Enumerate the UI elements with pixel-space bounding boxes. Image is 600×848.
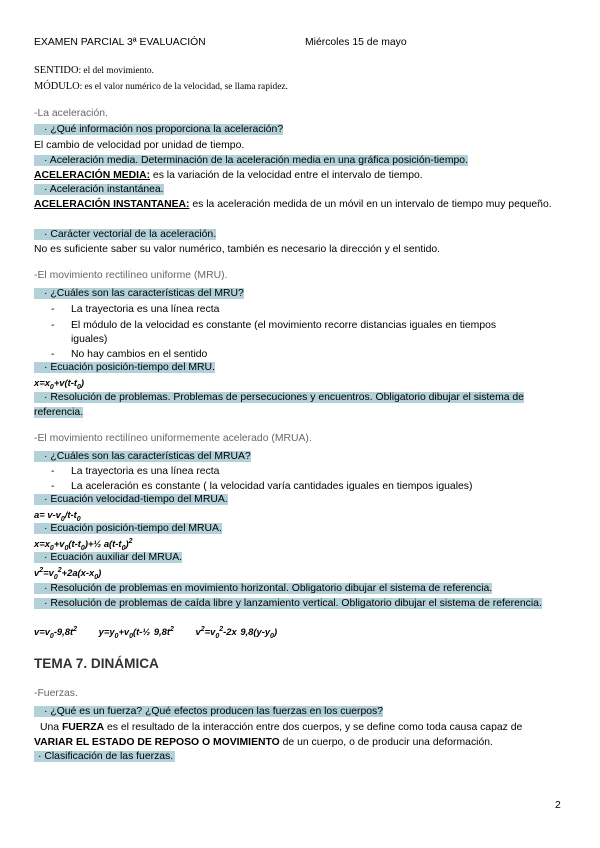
question-que-es-fuerza: · ¿Qué es un fuerza? ¿Qué efectos producen las fuerzas en los cuerpos? [34, 706, 383, 717]
formula-auxiliar-mrua: $v^2=v_0^2+2a(x-x_0)$ [34, 567, 102, 581]
section-heading-fuerzas: -Fuerzas. [34, 688, 78, 699]
question-problemas-mru: · Resolución de problemas. Problemas de persecuciones y encuentros. Obligatorio dibujar el sistema de referencia. [34, 392, 524, 418]
def-modulo-text: : es el valor numérico de la velocidad, se llama rapidez. [79, 82, 288, 92]
def-sentido [34, 65, 154, 76]
question-ecuacion-velocidad-mrua: · Ecuación velocidad-tiempo del MRUA. [34, 494, 228, 505]
header-date: Miércoles 15 de mayo [305, 37, 407, 48]
tema-7-title: TEMA 7. DINÁMICA [34, 656, 159, 671]
def-aceleracion-instantanea-term: ACELERACIÓN INSTANTANEA: [34, 199, 190, 210]
question-aceleracion-instantanea: · Aceleración instantánea. [34, 184, 164, 195]
question-caida-libre: · Resolución de problemas de caída libre y lanzamiento vertical. Obligatorio dibujar el sistema de referencia. [34, 596, 564, 611]
question-ecuacion-auxiliar-mrua: · Ecuación auxiliar del MRUA. [34, 552, 182, 563]
question-caracteristicas-mru: · ¿Cuáles son las características del MRU? [34, 288, 244, 299]
question-info-aceleracion: · ¿Qué información nos proporciona la aceleración? [34, 124, 283, 135]
section-heading-mrua: -El movimiento rectilíneo uniformemente acelerado (MRUA). [34, 433, 312, 444]
question-ecuacion-posicion-mrua: · Ecuación posición-tiempo del MRUA. [34, 523, 222, 534]
def-sentido-text: : el del movimiento. [78, 66, 154, 76]
question-ecuacion-mru: · Ecuación posición-tiempo del MRU. [34, 362, 215, 373]
answer-info-aceleracion: El cambio de velocidad por unidad de tiempo. [34, 140, 245, 151]
question-caracter-vectorial: · Carácter vectorial de la aceleración. [34, 229, 216, 240]
question-movimiento-horizontal: · Resolución de problemas en movimiento horizontal. Obligatorio dibujar el sistema de referencia. [34, 583, 492, 594]
answer-caracter-vectorial: No es suficiente saber su valor numérico, también es necesario la dirección y el sentido. [34, 244, 441, 255]
formula-mru: $x=x_0+v(t-t_0)$ [34, 377, 85, 391]
section-heading-mru: -El movimiento rectilíneo uniforme (MRU). [34, 270, 228, 281]
def-modulo-term: MÓDULO [34, 81, 80, 92]
answer-que-es-fuerza: Una FUERZA es el resultado de la interacción entre dos cuerpos, y se define como toda causa capaz de VARIAR EL ESTADO DE REPOSO O MOVIMIENTO de un cuerpo, o de producir una deformación. [34, 722, 523, 748]
header-title: EXAMEN PARCIAL 3ª EVALUACIÓN [34, 37, 206, 48]
def-modulo [34, 81, 288, 92]
formula-posicion-mrua: $x=x_0+v_0(t-t_0)+\frac{1}{2}$ $a(t-t_0)^2$ [34, 538, 133, 552]
question-aceleracion-media: · Aceleración media. Determinación de la aceleración media en una gráfica posición-tiempo. [34, 155, 468, 166]
document-page: EXAMEN PARCIAL 3ª EVALUACIÓN Miércoles 15 de mayo SENTIDO: el del movimiento. MÓDULO: es el valor numérico de la velocidad, se llama rapidez. -La aceleración. · ¿Qué información nos proporciona la aceleración? El cambio de velocidad por unidad de tiempo. · Aceleración media. Determinación de la aceleración media en una gráfica posición-tiempo. ACELERACIÓN MEDIA: es la variación de la velocidad entre el intervalo de tiempo. · Aceleración instantánea. ACELERACIÓN INSTANTANEA: es la aceleración medida de un móvil en un intervalo de tiempo muy pequeño. · Carácter vectorial de la aceleración. No es suficiente saber su valor numérico, también es necesario la dirección y el sentido. -El movimiento rectilíneo uniforme (MRU). · ¿Cuáles son las características del MRU? - La trayectoria es una línea recta - El módulo de la velocidad es constante (el movimiento recorre distancias iguales en tiempos iguales) - No hay cambios en el sentido · Ecuación posición-tiempo del MRU. $x=x_0+v(t-t_0)$ · Resolución de problemas. Problemas de persecuciones y encuentros. Obligatorio dibujar el sistema de referencia. -El movimiento rectilíneo uniformemente acelerado (MRUA). · ¿Cuáles son las características del MRUA? - La trayectoria es una línea recta - La aceleración es constante ( la velocidad varía cantidades iguales en tiempos iguales) · Ecuación velocidad-tiempo del MRUA. $a= v-v_0/t-t_0$ · Ecuación posición-tiempo del MRUA. $x=x_0+v_0(t-t_0)+\frac{1}{2}$ $a(t-t_0)^2$ · Ecuación auxiliar del MRUA. $v^2=v_0^2+2a(x-x_0)$ · Resolución de problemas en movimiento horizontal. Obligatorio dibujar el sistema de referencia. · Resolución de problemas de caída libre y lanzamiento vertical. Obligatorio dibujar el sistema de referencia. $v=v_0-9,8t^2$ $y=y_0+v_0(t-\frac{1}{2}$ $9,8t^2$ $v^2=v_0^2-2x$ $9,8(y-y_0)$ TEMA 7. DINÁMICA -Fuerzas. · ¿Qué es un fuerza? ¿Qué efectos producen las fuerzas en los cuerpos? Una FUERZA es el resultado de la interacción entre dos cuerpos, y se define como toda causa capaz de VARIAR EL ESTADO DE REPOSO O MOVIMIENTO de un cuerpo, o de producir una deformación. · Clasificación de las fuerzas. 2 [0, 0, 600, 848]
question-clasificacion-fuerzas: · Clasificación de las fuerzas. [34, 751, 175, 762]
formula-velocidad-mrua: $a= v-v_0/t-t_0$ [34, 509, 81, 523]
term-variar-estado: VARIAR EL ESTADO DE REPOSO O MOVIMIENTO [34, 737, 280, 748]
term-fuerza: FUERZA [61, 722, 105, 733]
page-number: 2 [555, 800, 561, 811]
def-sentido-term: SENTIDO [34, 65, 79, 76]
formula-caida-libre: $v=v_0-9,8t^2$ $y=y_0+v_0(t-\frac{1}{2}$ $9,8t^2$ $v^2=v_0^2-2x$ $9,8(y-y_0)$ [34, 626, 278, 640]
def-aceleracion-media-term: ACELERACIÓN MEDIA: [34, 170, 151, 181]
def-aceleracion-media: ACELERACIÓN MEDIA: es la variación de la velocidad entre el intervalo de tiempo. [34, 170, 423, 181]
question-caracteristicas-mrua: · ¿Cuáles son las características del MRUA? [34, 451, 251, 462]
section-heading-aceleracion: -La aceleración. [34, 108, 108, 119]
def-aceleracion-instantanea: ACELERACIÓN INSTANTANEA: es la aceleración medida de un móvil en un intervalo de tiempo muy pequeño. [34, 199, 552, 210]
